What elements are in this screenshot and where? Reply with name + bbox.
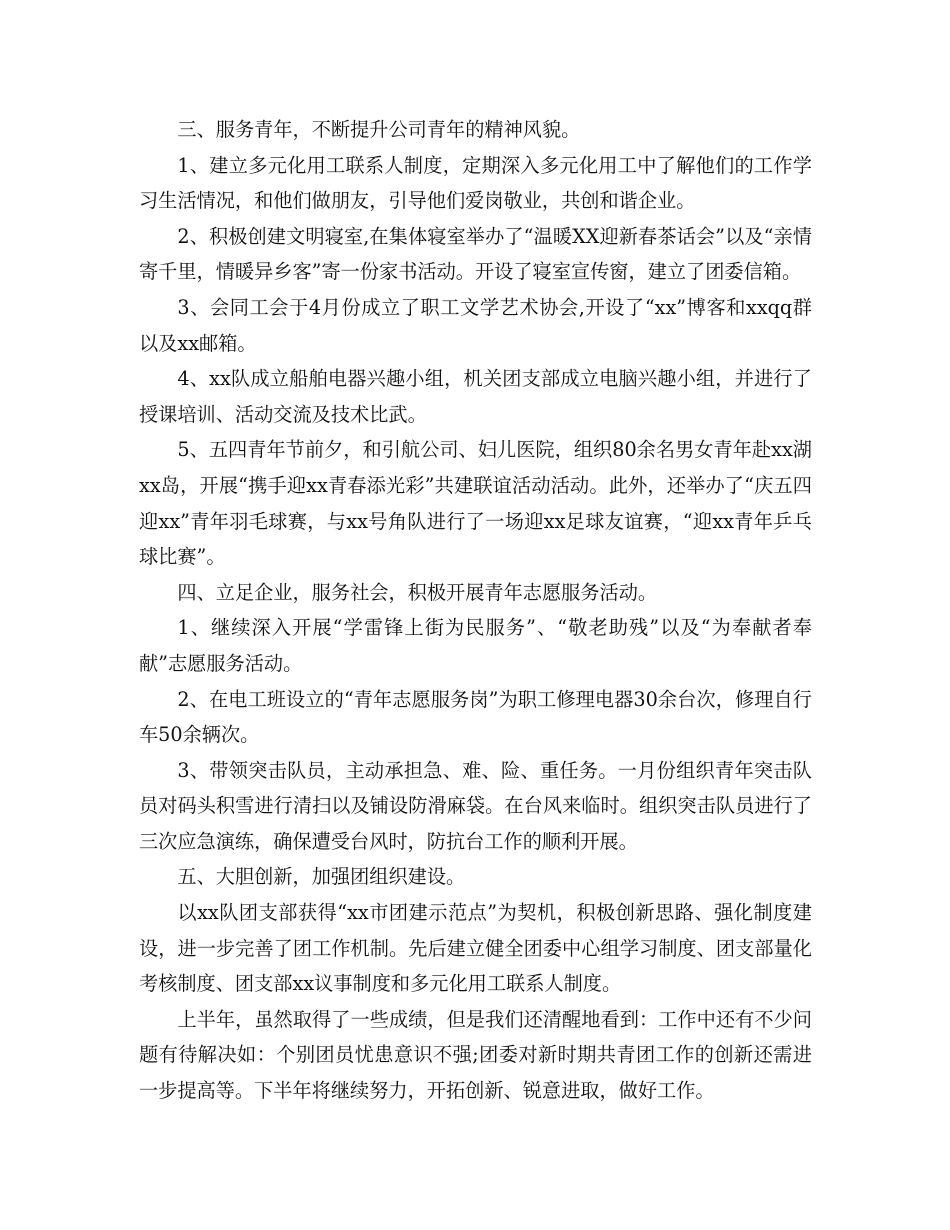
paragraph: 1、建立多元化用工联系人制度，定期深入多元化用工中了解他们的工作学习生活情况，和他们做朋友，引导他们爱岗敬业，共创和谐企业。: [139, 153, 812, 213]
paragraph: 2、积极创建文明寝室,在集体寝室举办了“温暖XX迎新春茶话会”以及“亲情寄千里，情暖异乡客”寄一份家书活动。开设了寝室宣传窗，建立了团委信箱。: [139, 224, 812, 284]
paragraph: 2、在电工班设立的“青年志愿服务岗”为职工修理电器30余台次，修理自行车50余辆次。: [139, 687, 812, 747]
paragraph: 4、xx队成立船舶电器兴趣小组，机关团支部成立电脑兴趣小组，并进行了授课培训、活动交流及技术比武。: [139, 367, 812, 426]
section-heading-3: 三、服务青年，不断提升公司青年的精神风貌。: [177, 118, 581, 141]
document-body: [139, 112, 812, 1109]
paragraph: 上半年，虽然取得了一些成绩，但是我们还清醒地看到：工作中还有不少问题有待解决如：个别团员忧患意识不强;团委对新时期共青团工作的创新还需进一步提高等。下半年将继续努力，开拓创新、锐意进取，做好工作。: [139, 1007, 812, 1103]
section-heading-5: 五、大胆创新，加强团组织建设。: [177, 865, 466, 889]
paragraph: 1、继续深入开展“学雷锋上街为民服务”、“敬老助残”以及“为奉献者奉献”志愿服务活动。: [139, 616, 812, 675]
paragraph: 5、五四青年节前夕，和引航公司、妇儿医院，组织80余名男女青年赴xx湖xx岛，开展“携手迎xx青春添光彩”共建联谊活动活动。此外，还举办了“庆五四迎xx”青年羽毛球赛，与xx号角队进行了一场迎xx足球友谊赛，“迎xx青年乒乓球比赛”。: [139, 438, 812, 569]
section-heading-4: 四、立足企业，服务社会，积极开展青年志愿服务活动。: [177, 580, 658, 604]
paragraph: 3、带领突击队员，主动承担急、难、险、重任务。一月份组织青年突击队员对码头积雪进行清扫以及铺设防滑麻袋。在台风来临时。组织突击队员进行了三次应急演练，确保遭受台风时，防抗台工作的顺利开展。: [139, 758, 812, 853]
paragraph: 3、会同工会于4月份成立了职工文学艺术协会,开设了“xx”博客和xxqq群以及xx邮箱。: [139, 295, 812, 355]
paragraph: 以xx队团支部获得“xx市团建示范点”为契机，积极创新思路、强化制度建设，进一步完善了团工作机制。先后建立健全团委中心组学习制度、团支部量化考核制度、团支部xx议事制度和多元化用工联系人制度。: [139, 901, 812, 996]
